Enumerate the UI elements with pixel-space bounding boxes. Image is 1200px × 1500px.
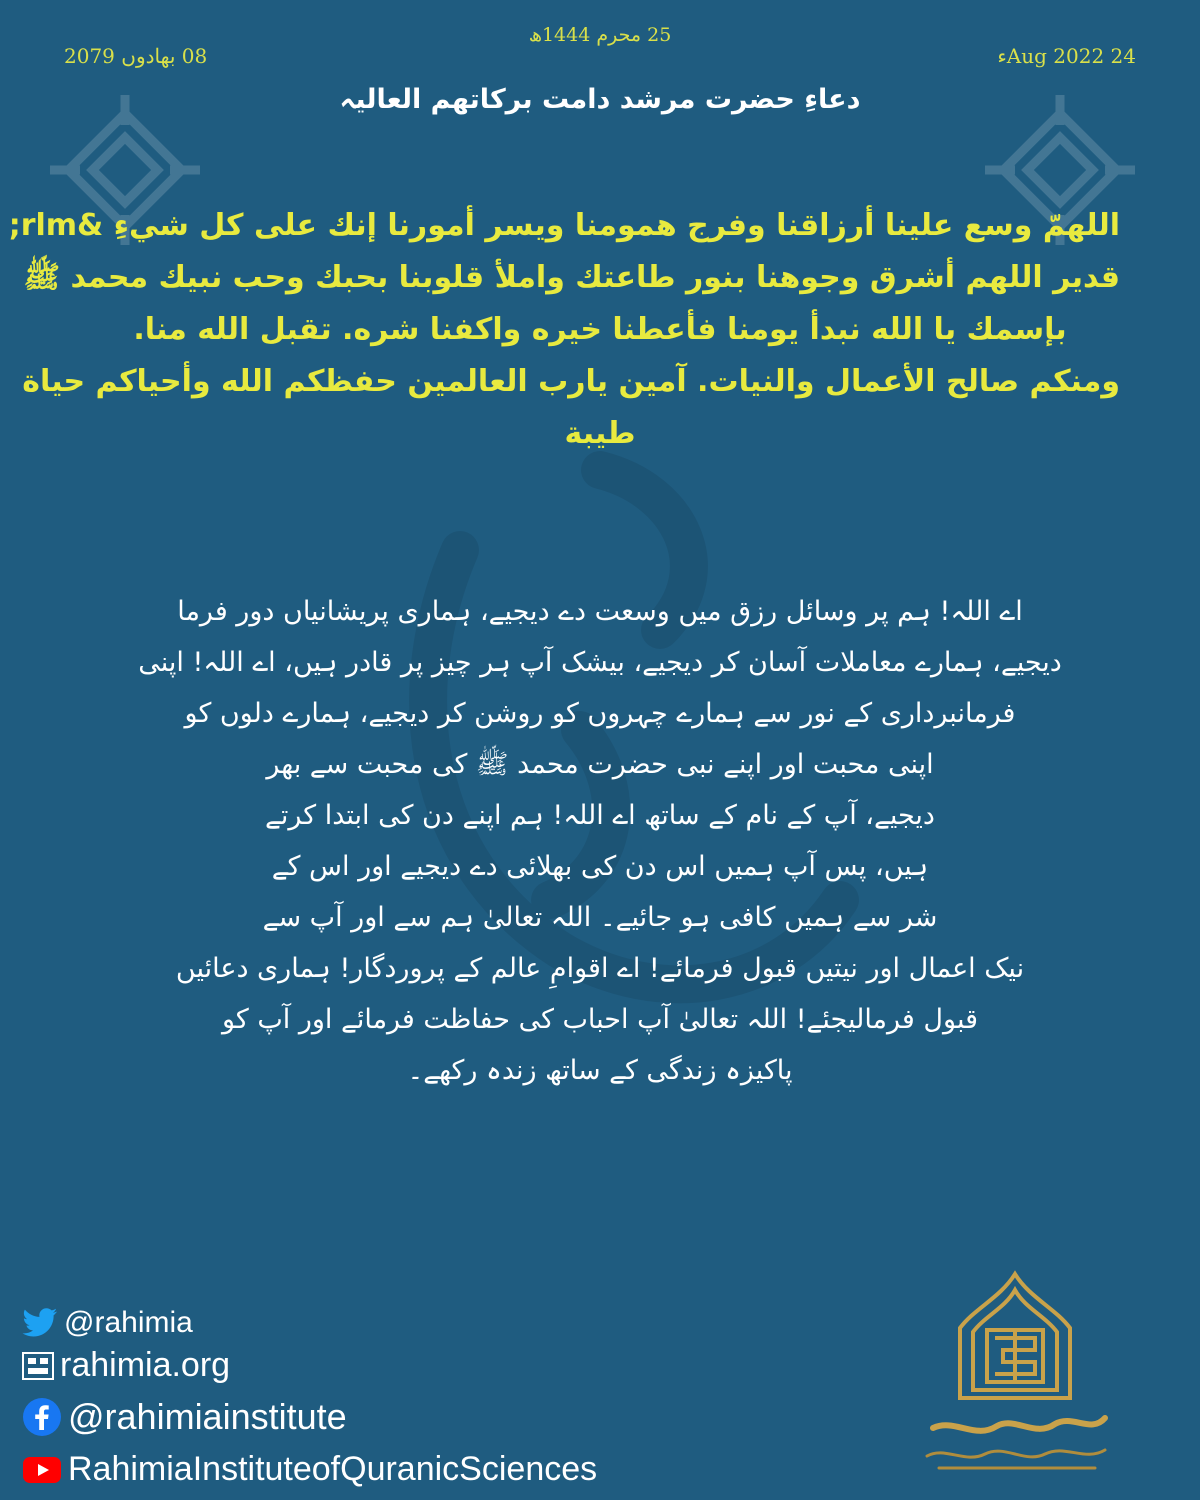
urdu-line: دیجیے، ہمارے معاملات آسان کر دیجیے، بیشک آپ ہر چیز پر قادر ہیں، اے اللہ! اپنی [138, 647, 1062, 678]
bikrami-date: 08 بھادوں 2079 [64, 44, 208, 68]
page-title: دعاءِ حضرت مرشد دامت برکاتھم العالیہ [339, 84, 861, 115]
youtube-play-icon [22, 1456, 62, 1484]
gregorian-date: 24 Aug 2022ء [997, 44, 1136, 68]
arabic-prayer [8, 200, 1120, 460]
website-url: rahimia.org [60, 1346, 231, 1384]
urdu-line: دیجیے، آپ کے نام کے ساتھ اے اللہ! ہم اپنے دن کی ابتدا کرتے [265, 800, 935, 831]
web-icon [22, 1352, 54, 1380]
urdu-line: ہیں، پس آپ ہمیں اس دن کی بھلائی دے دیجیے اور اس کے [271, 851, 929, 882]
twitter-bird-icon [22, 1308, 58, 1338]
twitter-link[interactable] [22, 1306, 193, 1340]
arabic-line: ومنكم صالح الأعمال والنيات. آمين يارب العالمين حفظكم الله وأحياكم حياة [22, 364, 1120, 399]
arabic-line: اللهمّ وسع علينا أرزاقنا وفرج همومنا ويسر أمورنا إنك على كل شيءِ &rlm; [8, 208, 1120, 243]
arabic-line: بإسمك يا الله نبدأ يومنا فأعطنا خيره واكفنا شره. تقبل الله منا. [133, 312, 1067, 347]
facebook-handle: @rahimiainstitute [68, 1396, 347, 1437]
twitter-handle: @rahimia [64, 1306, 193, 1339]
urdu-line: قبول فرمالیجئے! اللہ تعالیٰ آپ احباب کی حفاظت فرمائے اور آپ کو [221, 1004, 979, 1035]
arabic-line: قدير اللهم أشرق وجوهنا بنور طاعتك واملأ قلوبنا بحبك وحب نبيك محمد ﷺ [23, 260, 1120, 295]
facebook-link[interactable] [22, 1396, 347, 1438]
youtube-link[interactable] [22, 1450, 597, 1489]
urdu-line: پاکیزہ زندگی کے ساتھ زندہ رکھے۔ [407, 1055, 793, 1086]
facebook-icon [22, 1397, 62, 1437]
urdu-line: اپنی محبت اور اپنے نبی حضرت محمد ﷺ کی محبت سے بھر [266, 749, 934, 780]
hijri-date: 25 محرم 1444ھ [528, 24, 672, 46]
urdu-translation [130, 586, 1070, 1096]
website-link[interactable] [22, 1346, 230, 1385]
urdu-line: اے اللہ! ہم پر وسائل رزق میں وسعت دے دیجیے، ہماری پریشانیاں دور فرما [177, 596, 1023, 627]
arabic-line: طيبة [564, 416, 636, 451]
urdu-line: نیک اعمال اور نیتیں قبول فرمائے! اے اقوامِ عالم کے پروردگار! ہماری دعائیں [175, 953, 1025, 984]
youtube-channel: RahimiaInstituteofQuranicSciences [68, 1450, 598, 1488]
urdu-line: فرمانبرداری کے نور سے ہمارے چہروں کو روشن کر دیجیے، ہمارے دلوں کو [184, 698, 1016, 729]
rahimia-logo [905, 1268, 1125, 1483]
urdu-line: شر سے ہمیں کافی ہو جائیے۔ اللہ تعالیٰ ہم سے اور آپ سے [262, 902, 938, 933]
